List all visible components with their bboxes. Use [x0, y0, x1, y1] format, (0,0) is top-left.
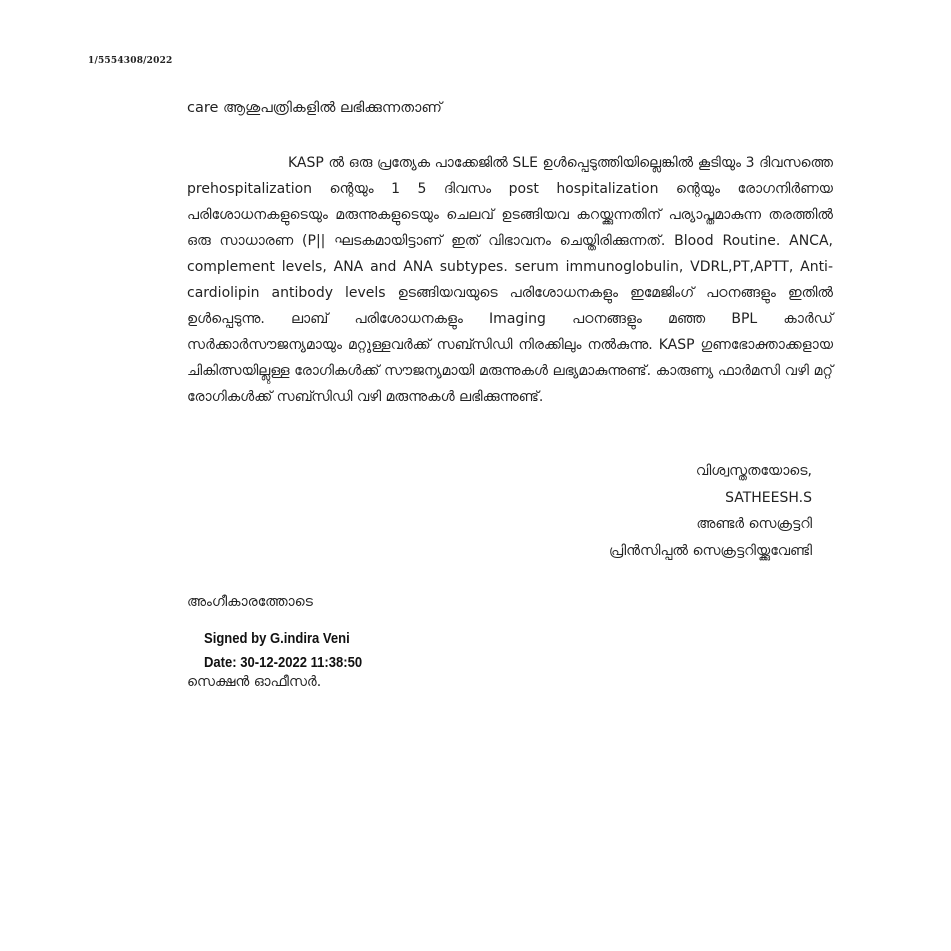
closing-block: [609, 458, 812, 564]
forwarded-label: അംഗീകാരത്തോടെ: [187, 594, 313, 610]
signed-by-text: Signed by G.indira Veni: [204, 631, 350, 647]
signatory-name: SATHEESH.S: [725, 489, 812, 506]
closing-salutation: വിശ്വസ്തതയോടെ,: [695, 463, 812, 479]
file-reference-number: 1/5554308/2022: [88, 56, 173, 66]
signature-date: Date: 30-12-2022 11:38:50: [204, 655, 363, 671]
digital-signature-block: [204, 627, 362, 675]
continuation-line: care ആശുപത്രികളിൽ ലഭിക്കുന്നതാണ്: [187, 100, 442, 116]
signatory-on-behalf: പ്രിൻസിപ്പൽ സെക്രട്ടറിയ്ക്കുവേണ്ടി: [608, 542, 812, 559]
officer-title: സെക്ഷൻ ഓഫീസർ.: [187, 674, 322, 690]
body-paragraph: KASP ൽ ഒരു പ്രത്യേക പാക്കേജിൽ SLE ഉൾപ്പെടുത്തിയില്ലെങ്കിൽ കൂടിയും 3 ദിവസത്തെ prehospitalization ന്റെയും 1 5 ദിവസം post hospitalization ന്റെയും രോഗനിർണയ പരിശോധനകളുടെയും മരുന്നുകളുടെയും ചെലവ് ഉടങ്ങിയവ കറയ്ക്കുന്നതിന് പര്യാപ്തമാകുന്ന തരത്തിൽ ഒരു സാധാരണ (P|| ഘടകമായിട്ടാണ് ഇത് വിഭാവനം ചെയ്തിരിക്കുന്നത്. Blood Routine. ANCA, complement levels, ANA and ANA subtypes. serum immunoglobulin, VDRL,PT,APTT, Anti-cardiolipin antibody levels ഉടങ്ങിയവയുടെ പരിശോധനകളും ഇമേജിംഗ് പഠനങ്ങളും ഇതിൽ ഉൾപ്പെടുന്നു. ലാബ് പരിശോധനകളും Imaging പഠനങ്ങളും മഞ്ഞ BPL കാർഡ് സർക്കാർസൗജന്യമായും മറ്റുള്ളവർക്ക് സബ്സിഡി നിരക്കിലും നൽകുന്നു. KASP ഗുണഭോക്താക്കളായ ചികിത്സയില്ലുള്ള രോഗികൾക്ക് സൗജന്യമായി മരുന്നുകൾ ലഭ്യമാകുന്നുണ്ട്. കാരുണ്യ ഫാർമസി വഴി മറ്റ് രോഗികൾക്ക് സബ്സിഡി വഴി മരുന്നുകൾ ലഭിക്കുന്നുണ്ട്.: [187, 155, 833, 405]
signatory-designation: അണ്ടർ സെക്രട്ടറി: [696, 516, 812, 532]
